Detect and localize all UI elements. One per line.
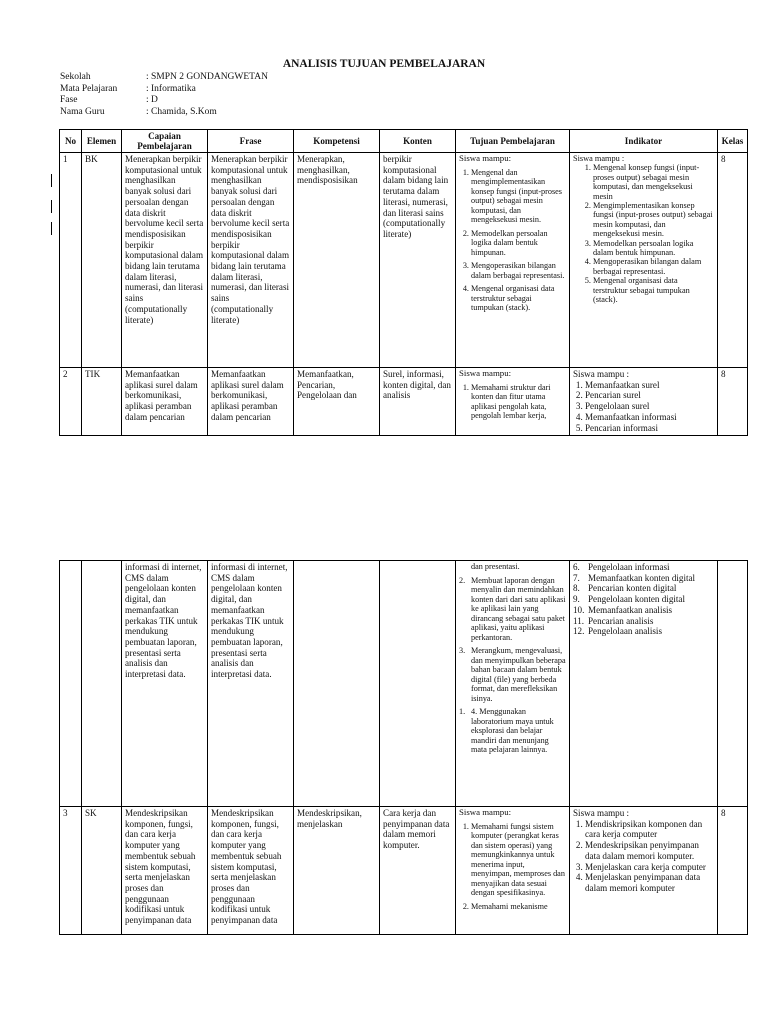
indikator-intro: Siswa mampu : [573, 369, 630, 379]
cell-no: 3 [60, 807, 82, 935]
atp-table-page1 [59, 129, 748, 436]
cell-konten: Cara kerja dan penyimpanan data dalam memori komputer. [380, 807, 456, 935]
cell-elemen: BK [82, 153, 122, 368]
list-item: 2. Memodelkan persoalan logika dalam bentuk himpunan. [471, 229, 566, 258]
list-item [459, 646, 566, 703]
cell-frase: Menerapkan berpikir komputasional untuk menghasilkan banyak solusi dari persoalan dengan data diskrit bervolume kecil serta mendisposisikan berpikir komputasional dalam bidang lain terutama dalam literasi, numerasi, dan literasi sains (computationally literate) [208, 153, 294, 368]
cell-kompetensi [294, 561, 380, 807]
cell-tujuan [456, 153, 570, 368]
cell-indikator [570, 561, 718, 807]
meta-row-fase [60, 95, 268, 107]
meta-label: Nama Guru [60, 106, 105, 117]
atp-table-page2 [59, 560, 748, 935]
table-row [60, 368, 748, 436]
cell-elemen: TIK [82, 368, 122, 436]
cell-tujuan [456, 807, 570, 935]
list-number: 6. [573, 562, 580, 572]
list-text: Pengelolaan konten digital [588, 594, 685, 605]
list-number: 7. [573, 572, 580, 583]
cell-capaian: Menerapkan berpikir komputasional untuk menghasilkan banyak solusi dari persoalan dengan data diskrit bervolume kecil serta mendisposisikan berpikir komputasional dalam bidang lain terutama dalam literasi, numerasi, dan literasi sains (computationally literate) [122, 153, 208, 368]
meta-value: : SMPN 2 GONDANGWETAN [146, 72, 268, 82]
cell-kelas [718, 561, 748, 807]
tujuan-intro: Siswa mampu: [459, 368, 512, 378]
list-item: 2. Mengimplementasikan konsep fungsi (input-proses output) sebagai mesin komputasi, dan mengeksekusi mesin. [593, 201, 714, 239]
list-item: 3. Pengelolaan surel [585, 401, 714, 412]
header-no: No [60, 130, 82, 153]
list-item: 4. Mengoperasikan bilangan dalam berbagai representasi. [593, 257, 714, 276]
meta-row-guru [60, 107, 268, 119]
list-item [573, 594, 714, 605]
list-item: 4. Menjelaskan penyimpanan data dalam memori komputer [585, 872, 714, 893]
list-item [573, 616, 714, 627]
list-item: 1. Mendiskripsikan komponen dan cara kerja computer [585, 819, 714, 840]
cell-elemen: SK [82, 807, 122, 935]
header-kelas: Kelas [718, 130, 748, 153]
table-row [60, 561, 748, 807]
header-konten: Konten [380, 130, 456, 153]
header-capaian: Capaian Pembelajaran [122, 130, 208, 153]
meta-label: Fase [60, 95, 78, 106]
cell-konten: berpikir komputasional dalam bidang lain terutama dalam literasi, numerasi, dan literasi sains (computationally literate) [380, 153, 456, 368]
cell-kelas: 8 [718, 368, 748, 436]
list-item: 2. Memahami mekanisme [471, 902, 566, 912]
list-item [459, 707, 566, 755]
list-item: 3. Menjelaskan cara kerja computer [585, 862, 714, 873]
cell-konten: Surel, informasi, konten digital, dan analisis [380, 368, 456, 436]
cell-indikator [570, 153, 718, 368]
list-item: 1. Memahami struktur dari konten dan fitur utama aplikasi pengolah kata, pengolah lembar kerja, [471, 383, 566, 421]
cell-elemen [82, 561, 122, 807]
tujuan-list [459, 822, 566, 912]
cell-kelas: 8 [718, 807, 748, 935]
header-tujuan: Tujuan Pembelajaran [456, 130, 570, 153]
cell-frase: Mendeskripsikan komponen, fungsi, dan cara kerja komputer yang membentuk sebuah sistem komputasi, serta menjelaskan proses dan penggunaan kodifikasi untuk penyimpanan data [208, 807, 294, 935]
tujuan-list [459, 383, 566, 421]
header-indikator: Indikator [570, 130, 718, 153]
meta-row-sekolah [60, 72, 268, 84]
table-header-row [60, 130, 748, 153]
indikator-list [573, 380, 714, 434]
list-text: Memanfaatkan konten digital [588, 572, 696, 583]
list-item [573, 573, 714, 584]
cell-kompetensi: Mendeskripsikan, menjelaskan [294, 807, 380, 935]
list-text: Memanfaatkan analisis [588, 604, 673, 615]
cell-tujuan [456, 561, 570, 807]
list-item: 2. Pencarian surel [585, 390, 714, 401]
header-frase: Frase [208, 130, 294, 153]
tujuan-intro: Siswa mampu: [459, 153, 512, 163]
list-item: 5. Pencarian informasi [585, 423, 714, 434]
tujuan-list [459, 168, 566, 313]
table-row [60, 807, 748, 935]
list-text: Merangkum, mengevaluasi, dan menyimpulkan beberapa bahan bacaan dalam bentuk digital (file) yang berbeda format, dan merefleksikan isinya. [471, 646, 566, 703]
cell-frase: informasi di internet, CMS dalam pengelolaan konten digital, dan memanfaatkan perkakas TIK untuk mendukung pembuatan laporan, presentasi serta analisis dan interpretasi data. [208, 561, 294, 807]
margin-mark [51, 174, 52, 187]
list-item: 4. Mengenal organisasi data terstruktur sebagai tumpukan (stack). [471, 284, 566, 313]
list-text: Pengelolaan informasi [588, 562, 670, 572]
cell-tujuan [456, 368, 570, 436]
header-elemen: Elemen [82, 130, 122, 153]
margin-mark [51, 200, 52, 213]
list-item: 1. Memanfaatkan surel [585, 380, 714, 391]
cell-kompetensi: Memanfaatkan, Pencarian, Pengelolaan dan [294, 368, 380, 436]
tujuan-intro: Siswa mampu: [459, 807, 512, 817]
list-item: 5. Mengenal organisasi data terstruktur sebagai tumpukan (stack). [593, 276, 714, 304]
list-item: 4. Memanfaatkan informasi [585, 412, 714, 423]
meta-value: : Chamida, S.Kom [146, 106, 217, 117]
list-item: 3. Memodelkan persoalan logika dalam bentuk himpunan. [593, 239, 714, 258]
list-item: 3. Mengoperasikan bilangan dalam berbagai representasi. [471, 261, 566, 280]
margin-mark [51, 222, 52, 235]
list-number: 2. [459, 575, 466, 585]
list-text: Pengelolaan analisis [588, 626, 662, 637]
document-meta [60, 72, 268, 118]
indikator-intro: Siswa mampu : [573, 808, 630, 818]
list-number: 10. [573, 604, 585, 615]
cell-capaian: Memanfaatkan aplikasi surel dalam berkomunikasi, aplikasi peramban dalam pencarian [122, 368, 208, 436]
list-number: 11. [573, 615, 585, 626]
cell-no: 2 [60, 368, 82, 436]
cell-frase: Memanfaatkan aplikasi surel dalam berkomunikasi, aplikasi peramban dalam pencarian [208, 368, 294, 436]
cell-no: 1 [60, 153, 82, 368]
meta-label: Mata Pelajaran [60, 83, 118, 94]
list-item [573, 562, 714, 573]
cell-capaian: Mendeskripsikan komponen, fungsi, dan cara kerja komputer yang membentuk sebuah sistem komputasi, serta menjelaskan proses dan penggunaan kodifikasi untuk penyimpanan data [122, 807, 208, 935]
list-text: Pencarian analisis [588, 615, 654, 626]
list-item: 2. Mendeskripsikan penyimpanan data dalam memori komputer. [585, 840, 714, 861]
indikator-list [573, 819, 714, 894]
tujuan-continuation: dan presentasi. [471, 562, 520, 571]
list-item [573, 583, 714, 594]
cell-kelas: 8 [718, 153, 748, 368]
list-item: 1. Memahami fungsi sistem komputer (perangkat keras dan sistem operasi) yang memungkinkannya untuk menerima input, menyimpan, memproses dan menyajikan data sesuai dengan spesifikasinya. [471, 822, 566, 898]
meta-row-mapel [60, 84, 268, 96]
list-item [459, 576, 566, 643]
cell-no [60, 561, 82, 807]
list-number: 1. [459, 707, 466, 716]
cell-capaian: informasi di internet, CMS dalam pengelolaan konten digital, dan memanfaatkan perkakas TIK untuk mendukung pembuatan laporan, presentasi serta analisis dan interpretasi data. [122, 561, 208, 807]
list-number: 8. [573, 583, 580, 594]
cell-indikator [570, 807, 718, 935]
list-text: Membuat laporan dengan menyalin dan memindahkan konten dari dari satu aplikasi ke aplikasi lain yang dirancang sebagai satu paket aplikasi, yaitu aplikasi perkantoran. [471, 575, 566, 642]
table-row [60, 153, 748, 368]
meta-value: : Informatika [146, 83, 196, 94]
cell-indikator [570, 368, 718, 436]
meta-value: : D [146, 95, 158, 106]
list-item: 1. Mengenal konsep fungsi (input-proses output) sebagai mesin komputasi, dan mengeksekusi mesin [593, 163, 714, 201]
cell-konten [380, 561, 456, 807]
indikator-intro: Siswa mampu : [573, 154, 625, 163]
document-title: ANALISIS TUJUAN PEMBELAJARAN [282, 58, 486, 70]
header-kompetensi: Kompetensi [294, 130, 380, 153]
list-item: 1. Mengenal dan mengimplementasikan konsep fungsi (input-proses output) sebagai mesin komputasi, dan mengeksekusi mesin. [471, 168, 566, 225]
meta-label: Sekolah [60, 72, 91, 82]
cell-kompetensi: Menerapkan, menghasilkan, mendisposisikan [294, 153, 380, 368]
list-number: 3. [459, 646, 466, 655]
list-text: 4. Menggunakan laboratorium maya untuk eksplorasi dan belajar mandiri dan menunjang mata pelajaran lainnya. [471, 707, 554, 754]
indikator-list [573, 163, 714, 304]
list-number: 9. [573, 594, 580, 605]
list-item [573, 626, 714, 637]
list-item [573, 605, 714, 616]
list-text: Pencarian konten digital [588, 583, 677, 594]
list-number: 12. [573, 626, 585, 637]
